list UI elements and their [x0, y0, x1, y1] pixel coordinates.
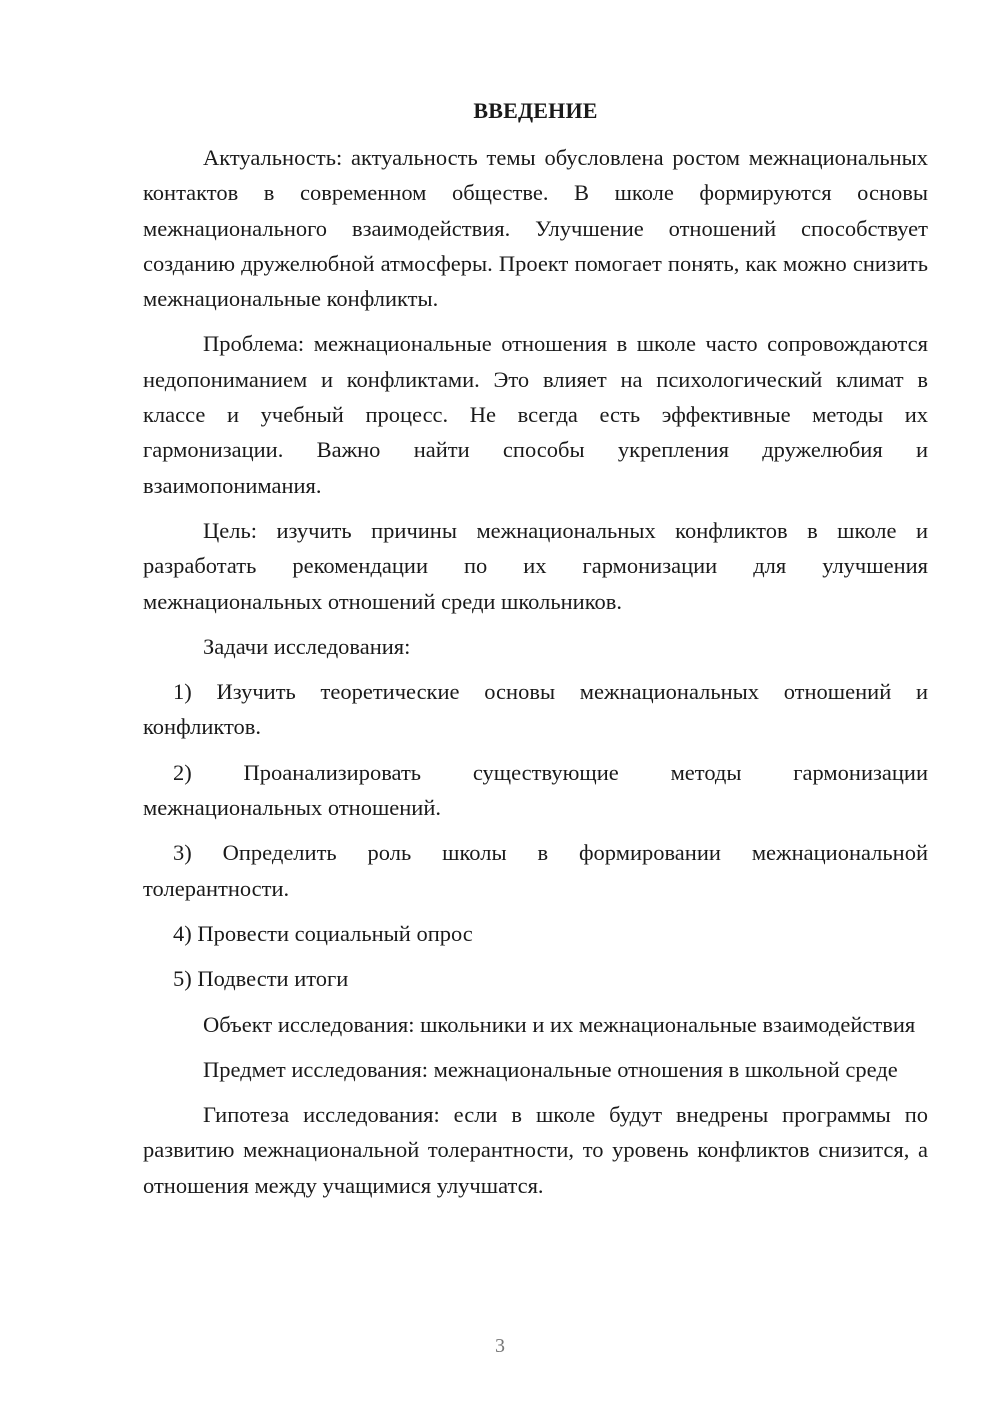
task-item: 4) Провести социальный опрос — [173, 920, 473, 946]
goal-paragraph — [143, 513, 928, 619]
problem-label: Проблема: — [203, 331, 305, 357]
task-item: 3) Определить роль школы в формировании межнациональной толерантности. — [143, 840, 928, 901]
problem-paragraph — [143, 326, 928, 502]
relevance-text: актуальность темы обусловлена ростом межнациональных контактов в современном обществе. В школе формируются основы межнационального взаимодействия. Улучшение отношений способствует созданию дружелюбной атмосферы. Проект помогает понять, как можно снизить межнациональные конфликты. — [143, 145, 929, 312]
task-item: 2) Проанализировать существующие методы гармонизации межнациональных отношений. — [143, 759, 928, 821]
relevance-paragraph — [143, 140, 928, 316]
hypothesis-paragraph — [143, 1097, 928, 1203]
relevance-label: Актуальность: — [203, 145, 343, 170]
page-content — [143, 96, 928, 1213]
subject-label: Предмет исследования: — [203, 1056, 428, 1082]
object-paragraph — [143, 1007, 928, 1042]
hypothesis-label: Гипотеза исследования: — [203, 1102, 440, 1128]
tasks-heading: Задачи исследования: — [203, 633, 411, 659]
page-title: ВВЕДЕНИЕ — [473, 98, 598, 123]
subject-paragraph — [143, 1052, 928, 1087]
hypothesis-text: если в школе будут внедрены программы по развитию межнациональной толерантности, то уровень конфликтов снизится, а отношения между учащимися улучшатся. — [143, 1102, 928, 1198]
page-number: 3 — [495, 1335, 505, 1357]
problem-text: межнациональные отношения в школе часто сопровождаются недопониманием и конфликтами. Это влияет на психологический климат в классе и учебный процесс. Не всегда есть эффективные методы их гармонизации. Важно найти способы укрепления дружелюбия и взаимопонимания. — [143, 331, 928, 498]
goal-label: Цель: — [203, 517, 257, 543]
subject-text: межнациональные отношения в школьной среде — [433, 1056, 898, 1082]
object-text: школьники и их межнациональные взаимодействия — [420, 1011, 916, 1037]
goal-text: изучить причины межнациональных конфликтов в школе и разработать рекомендации по их гармонизации для улучшения межнациональных отношений среди школьников. — [143, 517, 928, 614]
task-item: 5) Подвести итоги — [173, 966, 349, 992]
task-item: 1) Изучить теоретические основы межнациональных отношений и конфликтов. — [143, 679, 928, 740]
object-label: Объект исследования: — [203, 1011, 415, 1037]
